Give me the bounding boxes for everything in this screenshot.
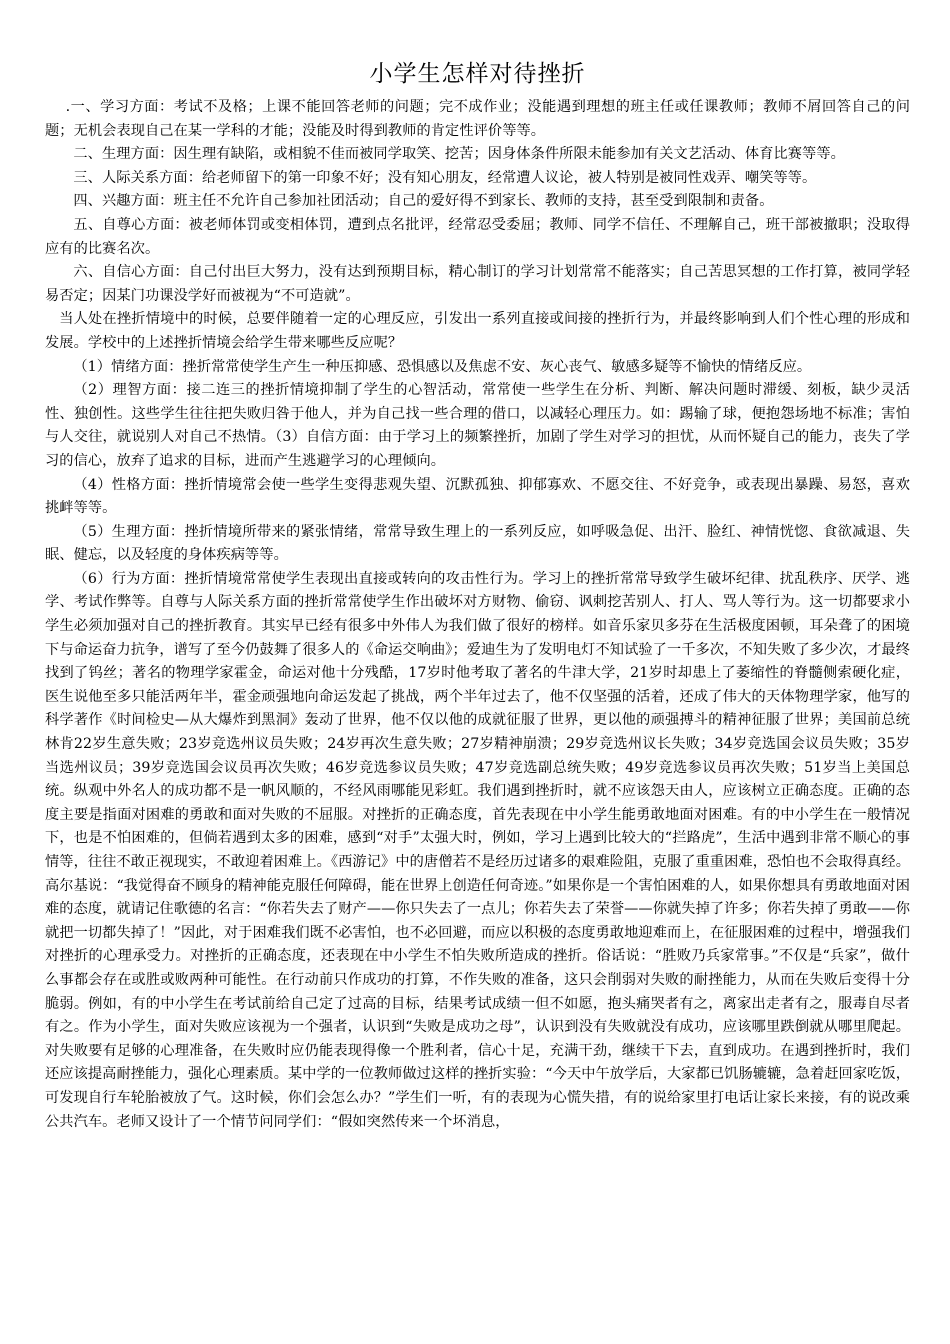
paragraph-learning: .一、学习方面：考试不及格；上课不能回答老师的问题；完不成作业；没能遇到理想的班主任或任课教师；教师不屑回答自己的问题；无机会表现自己在某一学科的才能；没能及时得到教师的肯定性评价等等。 (45, 99, 910, 139)
document-title: 小学生怎样对待挫折 (369, 61, 586, 87)
paragraph-behavior: （6）行为方面：挫折情境常常使学生表现出直接或转向的攻击性行为。学习上的挫折常常导致学生破坏纪律、扰乱秩序、厌学、逃学、考试作弊等。自尊与人际关系方面的挫折常常使学生作出破坏对方财物、偷窃、讽刺挖苦别人、打人、骂人等行为。这一切都要求小学生必须加强对自己的挫折教育。其实早已经有很多中外伟人为我们做了很好的榜样。如音乐家贝多芬在生活极度困顿，耳朵聋了的困境下与命运奋力抗争，谱写了至今仍鼓舞了很多人的《命运交响曲》；爱迪生为了发明电灯不知试验了一千多次，不知失败了多少次，才最终找到了钨丝；著名的物理学家霍金，命运对他十分残酷，17岁时他考取了著名的牛津大学，21岁时却患上了萎缩性的脊髓侧索硬化症，医生说他至多只能活两年半，霍金顽强地向命运发起了挑战，两个半年过去了，他不仅坚强的活着，还成了伟大的天体物理学家，他写的科学著作《时间检史—从大爆炸到黑洞》轰动了世界，他不仅以他的成就征服了世界，更以他的顽强搏斗的精神征服了世界；美国前总统林肯22岁生意失败；23岁竞选州议员失败；24岁再次生意失败；27岁精神崩溃；29岁竞选州议长失败；34岁竞选国会议员失败；35岁当选州议员；39岁竞选国会议员再次失败；46岁竞选参议员失败；47岁竞选副总统失败；49岁竞选参议员再次失败；51岁当上美国总统。纵观中外名人的成功都不是一帆风顺的，不经风雨哪能见彩虹。我们遇到挫折时，就不应该怨天由人，应该树立正确态度。正确的态度主要是指面对困难的勇敢和面对失败的不屈服。对挫折的正确态度，首先表现在中小学生能勇敢地面对困难。有的中小学生在一般情况下，也是不怕困难的，但倘若遇到太多的困难，感到“对手”太强大时，例如，学习上遇到比较大的“拦路虎”，生活中遇到非常不顺心的事情等，往往不敢正视现实，不敢迎着困难上。《西游记》中的唐僧若不是经历过诸多的艰难险阻，克服了重重困难，恐怕也不会取得真经。高尔基说：“我觉得奋不顾身的精神能克服任何障碍，能在世界上创造任何奇迹。”如果你是一个害怕困难的人，如果你想具有勇敢地面对困难的态度，就请记住歌德的名言：“你若失去了财产——你只失去了一点儿；你若失去了荣誉——你就失掉了许多；你若失掉了勇敢——你就把一切都失掉了！”因此，对于困难我们既不必害怕，也不必回避，而应以积极的态度勇敢地迎难而上，在征服困难的过程中，增强我们对挫折的心理承受力。对挫折的正确态度，还表现在中小学生不怕失败所造成的挫折。俗话说：“胜败乃兵家常事。”不仅是“兵家”，做什么事都会存在或胜或败两种可能性。在行动前只作成功的打算，不作失败的准备，这只会削弱对失败的耐挫能力，从而在失败后变得十分脆弱。例如，有的中小学生在考试前给自己定了过高的目标，结果考试成绩一但不如愿，抱头痛哭者有之，离家出走者有之，服毒自尽者有之。作为小学生，面对失败应该视为一个强者，认识到“失败是成功之母”，认识到没有失败就没有成功，应该哪里跌倒就从哪里爬起。对失败要有足够的心理准备，在失败时应仍能表现得像一个胜利者，信心十足，充满干劲，继续干下去，直到成功。在遇到挫折时，我们还应该提高耐挫能力，强化心理素质。某中学的一位教师做过这样的挫折实验：“今天中午放学后，大家都已饥肠辘辘，急着赶回家吃饭，可发现自行车轮胎被放了气。这时候，你们会怎么办？”学生们一听，有的表现为心慌失措，有的说给家里打电话让家长来接，有的说改乘公共汽车。老师又设计了一个情节问同学们：“假如突然传来一个坏消息， (45, 570, 910, 1130)
paragraph-emotion: （1）情绪方面：挫折常常使学生产生一种压抑感、恐惧感以及焦虑不安、灰心丧气、敏感多疑等不愉快的情绪反应。 (73, 358, 812, 375)
document-page (45, 58, 910, 1134)
paragraph-interests: 四、兴趣方面：班主任不允许自己参加社团活动；自己的爱好得不到家长、教师的支持，甚至受到限制和责备。 (73, 193, 774, 210)
paragraph-self-esteem: 五、自尊心方面：被老师体罚或变相体罚，遭到点名批评，经常忍受委屈；教师、同学不信任、不理解自己，班干部被撤职；没取得应有的比赛名次。 (45, 216, 910, 257)
paragraph-relationships: 三、人际关系方面：给老师留下的第一印象不好；没有知心朋友，经常遭人议论，被人特别是被同性戏弄、嘲笑等等。 (73, 169, 817, 186)
paragraph-personality: （4）性格方面：挫折情境常会使一些学生变得悲观失望、沉默孤独、抑郁寡欢、不愿交往、不好竞争，或表现出暴躁、易怒，喜欢挑衅等等。 (45, 476, 910, 517)
paragraph-reason: （2）理智方面：接二连三的挫折情境抑制了学生的心智活动，常常使一些学生在分析、判断、解决问题时滞缓、刻板，缺少灵活性、独创性。这些学生往往把失败归咎于他人，并为自己找一些合理的借口，以减轻心理压力。如：踢输了球，便抱怨场地不标准；害怕与人交往，就说别人对自己不热情。（3）自信方面：由于学习上的频繁挫折，加剧了学生对学习的担忧，从而怀疑自己的能力，丧失了学习的信心，放弃了追求的目标，进而产生逃避学习的心理倾向。 (45, 382, 910, 469)
paragraph-self-confidence: 六、自信心方面：自己付出巨大努力，没有达到预期目标，精心制订的学习计划常常不能落实；自己苦思冥想的工作打算，被同学轻易否定；因某门功课没学好而被视为“不可造就”。 (45, 264, 910, 304)
paragraph-reactions-intro: 当人处在挫折情境中的时候，总要伴随着一定的心理反应，引发出一系列直接或间接的挫折行为，并最终影响到人们个性心理的形成和发展。学校中的上述挫折情境会给学生带来哪些反应呢？ (45, 311, 910, 351)
document-body (45, 96, 910, 1134)
paragraph-physiology: 二、生理方面：因生理有缺陷，或相貌不佳而被同学取笑、挖苦；因身体条件所限未能参加有关文艺活动、体育比赛等等。 (73, 146, 845, 163)
paragraph-physical: （5）生理方面：挫折情境所带来的紧张情绪，常常导致生理上的一系列反应，如呼吸急促、出汗、脸红、神情恍惚、食欲减退、失眠、健忘，以及轻度的身体疾病等等。 (45, 523, 910, 564)
